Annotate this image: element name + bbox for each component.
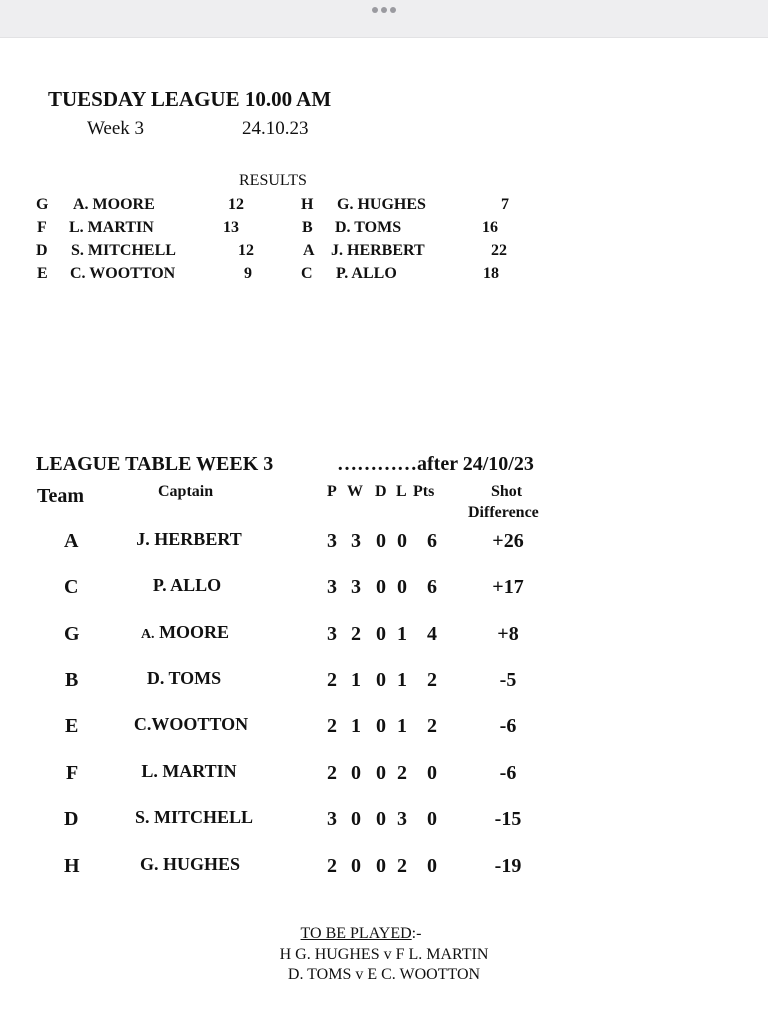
team-cell: F — [66, 762, 79, 784]
away-team: C — [301, 265, 313, 282]
captain-cell: G. HUGHES — [139, 854, 241, 874]
shot-difference-cell: -6 — [499, 762, 517, 784]
results-heading: RESULTS — [239, 172, 307, 189]
home-captain: A. MOORE — [73, 196, 155, 213]
drawn-cell: 0 — [376, 530, 386, 552]
away-score: 22 — [491, 242, 507, 259]
away-captain: J. HERBERT — [331, 242, 425, 259]
league-table-title: LEAGUE TABLE WEEK 3 — [36, 453, 274, 475]
drawn-cell: 0 — [376, 623, 386, 645]
away-captain: D. TOMS — [335, 219, 402, 236]
shot-difference-cell: -15 — [494, 808, 522, 830]
points-cell: 0 — [427, 855, 437, 877]
captain-cell — [141, 622, 229, 643]
away-score: 7 — [501, 196, 509, 213]
captain-cell: C.WOOTTON — [133, 714, 249, 734]
home-score: 12 — [228, 196, 244, 213]
captain-cell: D. TOMS — [146, 668, 222, 688]
points-cell: 4 — [427, 623, 437, 645]
captain-initial: A. — [140, 627, 155, 642]
played-cell: 2 — [327, 669, 337, 691]
points-header: Pts — [413, 483, 435, 500]
points-cell: 2 — [427, 669, 437, 691]
points-cell: 0 — [427, 762, 437, 784]
drawn-cell: 0 — [376, 762, 386, 784]
won-cell: 3 — [351, 576, 361, 598]
drawn-cell: 0 — [376, 715, 386, 737]
played-cell: 3 — [327, 576, 337, 598]
drawn-cell: 0 — [376, 576, 386, 598]
away-team: H — [301, 196, 314, 213]
points-cell: 0 — [427, 808, 437, 830]
team-cell: A — [64, 530, 79, 552]
captain-name: MOORE — [159, 622, 230, 642]
points-cell: 2 — [427, 715, 437, 737]
points-cell: 6 — [427, 530, 437, 552]
shot-header: Shot — [491, 483, 523, 500]
lost-cell: 0 — [397, 576, 407, 598]
team-cell: E — [65, 715, 79, 737]
date-label: 24.10.23 — [242, 118, 309, 139]
captain-cell: S. MITCHELL — [134, 807, 254, 827]
played-cell: 2 — [327, 762, 337, 784]
home-captain: C. WOOTTON — [70, 265, 176, 282]
to-be-played-label: TO BE PLAYED — [300, 925, 412, 942]
home-score: 13 — [223, 219, 239, 236]
team-cell: C — [64, 576, 79, 598]
lost-cell: 2 — [397, 762, 407, 784]
won-header: W — [347, 483, 363, 500]
won-cell: 3 — [351, 530, 361, 552]
to-be-played-suffix: :- — [411, 925, 422, 942]
team-cell: H — [64, 855, 80, 877]
drawn-header: D — [375, 483, 387, 500]
lost-cell: 0 — [397, 530, 407, 552]
lost-cell: 3 — [397, 808, 407, 830]
team-cell: D — [64, 808, 79, 830]
away-score: 16 — [482, 219, 498, 236]
captain-cell: P. ALLO — [152, 575, 222, 595]
home-team: G — [36, 196, 49, 213]
drawn-cell: 0 — [376, 808, 386, 830]
shot-difference-cell: -5 — [499, 669, 517, 691]
shot-difference-cell: -6 — [499, 715, 517, 737]
played-cell: 3 — [327, 623, 337, 645]
home-team: F — [37, 219, 47, 236]
lost-cell: 1 — [397, 623, 407, 645]
page-title: TUESDAY LEAGUE 10.00 AM — [48, 87, 332, 111]
lost-cell: 2 — [397, 855, 407, 877]
won-cell: 1 — [351, 715, 361, 737]
away-captain: P. ALLO — [336, 265, 397, 282]
played-header: P — [327, 483, 337, 500]
drawn-cell: 0 — [376, 855, 386, 877]
lost-cell: 1 — [397, 715, 407, 737]
fixture-line: D. TOMS v E C. WOOTTON — [287, 966, 481, 983]
difference-header: Difference — [468, 504, 539, 521]
won-cell: 0 — [351, 808, 361, 830]
captain-header: Captain — [158, 483, 214, 500]
played-cell: 2 — [327, 715, 337, 737]
points-cell: 6 — [427, 576, 437, 598]
won-cell: 0 — [351, 855, 361, 877]
away-captain: G. HUGHES — [337, 196, 426, 213]
away-team: B — [302, 219, 313, 236]
won-cell: 2 — [351, 623, 361, 645]
fixture-line: H G. HUGHES v F L. MARTIN — [279, 946, 489, 963]
home-team: E — [37, 265, 48, 282]
won-cell: 0 — [351, 762, 361, 784]
played-cell: 3 — [327, 530, 337, 552]
shot-difference-cell: +8 — [497, 623, 519, 645]
team-cell: G — [64, 623, 80, 645]
away-team: A — [303, 242, 315, 259]
drawn-cell: 0 — [376, 669, 386, 691]
shot-difference-cell: +17 — [492, 576, 524, 598]
browser-top-bar — [0, 0, 768, 38]
home-score: 12 — [238, 242, 254, 259]
team-header: Team — [37, 485, 85, 507]
shot-difference-cell: -19 — [494, 855, 522, 877]
home-team: D — [36, 242, 48, 259]
week-label: Week 3 — [87, 118, 145, 139]
home-score: 9 — [244, 265, 252, 282]
shot-difference-cell: +26 — [492, 530, 524, 552]
league-table-after: …………after 24/10/23 — [337, 453, 534, 475]
lost-header: L — [396, 483, 407, 500]
home-captain: S. MITCHELL — [71, 242, 176, 259]
more-options-icon[interactable] — [372, 7, 396, 13]
played-cell: 3 — [327, 808, 337, 830]
captain-cell: L. MARTIN — [141, 761, 237, 781]
lost-cell: 1 — [397, 669, 407, 691]
away-score: 18 — [483, 265, 499, 282]
won-cell: 1 — [351, 669, 361, 691]
home-captain: L. MARTIN — [69, 219, 154, 236]
to-be-played-heading — [301, 925, 422, 943]
played-cell: 2 — [327, 855, 337, 877]
team-cell: B — [65, 669, 79, 691]
captain-cell: J. HERBERT — [136, 529, 242, 549]
